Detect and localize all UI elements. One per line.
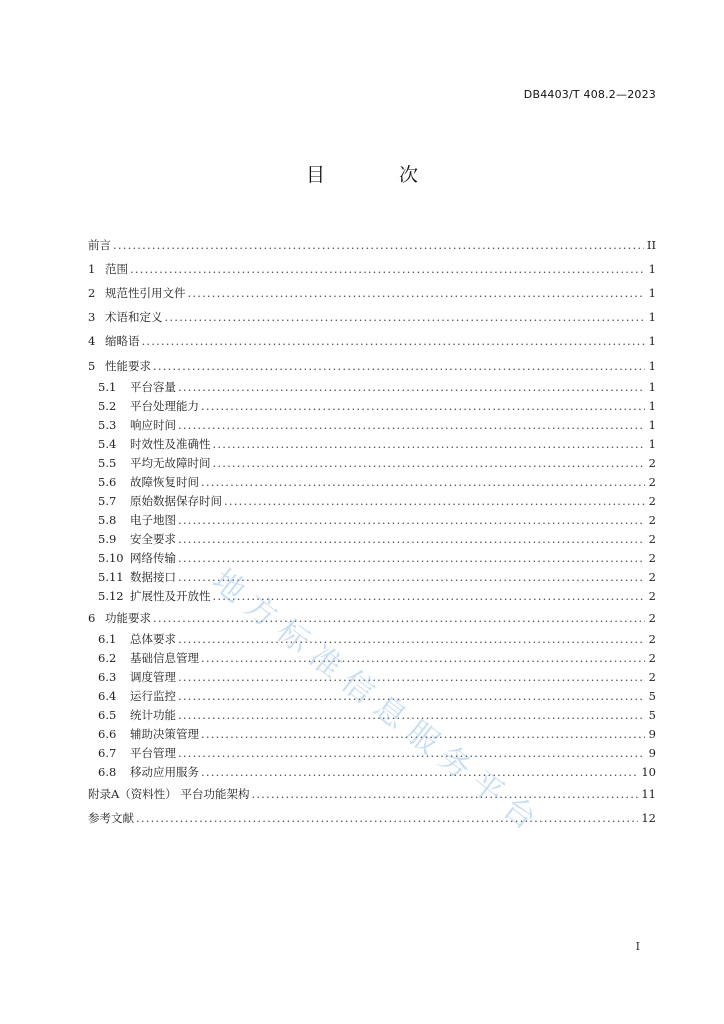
toc-entry[interactable] [88, 305, 656, 329]
toc-entry[interactable] [88, 511, 656, 530]
toc-entry-page: 11 [641, 786, 656, 801]
toc-leader-dots [165, 305, 646, 329]
toc-entry-page: 5 [648, 707, 656, 722]
toc-entry-label: 数据接口 [130, 569, 176, 584]
toc-entry-number: 5.7 [98, 493, 117, 508]
toc-entry[interactable] [88, 473, 656, 492]
toc-entry-page: 9 [648, 745, 656, 760]
toc-entry[interactable] [88, 454, 656, 473]
toc-entry-page: 2 [648, 550, 656, 565]
toc-entry-number: 5.5 [98, 455, 117, 470]
toc-entry-number: 5.10 [98, 550, 124, 565]
toc-entry-number: 5.6 [98, 474, 117, 489]
toc-entry-page: 2 [648, 512, 656, 527]
toc-entry-number: 5.11 [98, 569, 124, 584]
toc-entry-page: 2 [648, 569, 656, 584]
toc-leader-dots [201, 473, 645, 492]
toc-entry-number: 5.12 [98, 588, 124, 603]
toc-entry-number: 5.1 [98, 379, 117, 394]
toc-entry[interactable] [88, 668, 656, 687]
toc-entry-number: 6.3 [98, 669, 117, 684]
toc-entry-label: 基础信息管理 [130, 650, 199, 665]
toc-entry[interactable] [88, 782, 656, 806]
toc-entry-label: 参考文献 [88, 810, 134, 825]
toc-entry-label: 规范性引用文件 [105, 286, 186, 301]
toc-leader-dots [178, 630, 645, 649]
toc-entry-page: II [646, 238, 656, 253]
toc-entry-number: 1 [88, 262, 96, 277]
toc-leader-dots [178, 511, 645, 530]
toc-entry[interactable] [88, 806, 656, 830]
toc-leader-dots [178, 530, 645, 549]
toc-entry[interactable] [88, 281, 656, 305]
toc-entry-label: 功能要求 [105, 610, 151, 625]
toc-leader-dots [201, 763, 638, 782]
toc-entry[interactable] [88, 329, 656, 353]
toc-entry-number: 5 [88, 358, 96, 373]
toc-entry-label: 安全要求 [130, 531, 176, 546]
toc-entry[interactable] [88, 416, 656, 435]
toc-entry-page: 12 [641, 810, 656, 825]
toc-entry-page: 1 [648, 262, 656, 277]
toc-leader-dots [178, 416, 645, 435]
toc-entry-page: 1 [648, 398, 656, 413]
toc-entry[interactable] [88, 725, 656, 744]
toc-entry[interactable] [88, 587, 656, 606]
toc-entry-page: 1 [648, 286, 656, 301]
toc-entry[interactable] [88, 706, 656, 725]
toc-entry-page: 2 [648, 669, 656, 684]
toc-leader-dots [130, 257, 645, 281]
toc-entry-number: 2 [88, 286, 96, 301]
toc-leader-dots [201, 725, 645, 744]
toc-entry[interactable] [88, 353, 656, 377]
toc-entry-label: 统计功能 [130, 707, 176, 722]
toc-entry-number: 5.4 [98, 436, 117, 451]
toc-entry-number: 6.4 [98, 688, 117, 703]
document-code: DB4403/T 408.2—2023 [523, 88, 656, 101]
toc-entry[interactable] [88, 606, 656, 630]
toc-entry-page: 2 [648, 474, 656, 489]
toc-entry-page: 1 [648, 358, 656, 373]
toc-leader-dots [178, 549, 645, 568]
toc-entry-number: 6.1 [98, 631, 117, 646]
toc-entry-number: 6 [88, 610, 96, 625]
toc-entry-page: 10 [641, 764, 656, 779]
toc-leader-dots [153, 354, 645, 378]
toc-leader-dots [201, 649, 645, 668]
toc-entry-label: 平均无故障时间 [130, 455, 211, 470]
watermark: 地方标准信息服务平台 [205, 562, 551, 844]
toc-leader-dots [178, 687, 645, 706]
toc-entry-page: 2 [648, 610, 656, 625]
toc-leader-dots [224, 492, 645, 511]
toc-entry-label: 时效性及准确性 [130, 436, 211, 451]
toc-entry-page: 2 [648, 650, 656, 665]
toc-leader-dots [178, 706, 645, 725]
toc-entry-label: 电子地图 [130, 512, 176, 527]
toc-entry-page: 1 [648, 334, 656, 349]
toc-entry-label: 术语和定义 [105, 310, 163, 325]
toc-entry[interactable] [88, 435, 656, 454]
toc-entry-page: 2 [648, 588, 656, 603]
toc-entry-page: 2 [648, 455, 656, 470]
toc-entry-page: 5 [648, 688, 656, 703]
toc-entry-number: 6.2 [98, 650, 117, 665]
toc-leader-dots [178, 568, 645, 587]
toc-entry[interactable] [88, 549, 656, 568]
toc-leader-dots [113, 233, 644, 257]
toc-entry-label: 移动应用服务 [130, 764, 199, 779]
toc-leader-dots [142, 329, 646, 353]
toc-entry[interactable] [88, 744, 656, 763]
toc-entry-label: 缩略语 [105, 334, 140, 349]
toc-entry-label: 故障恢复时间 [130, 474, 199, 489]
toc-entry-number: 3 [88, 310, 96, 325]
toc-entry-page: 1 [648, 436, 656, 451]
toc-entry-number: 6.5 [98, 707, 117, 722]
toc-entry-label: 网络传输 [130, 550, 176, 565]
page-title: 目 次 [305, 164, 453, 186]
toc-entry-number: 6.6 [98, 726, 117, 741]
toc-entry[interactable] [88, 397, 656, 416]
toc-leader-dots [213, 454, 646, 473]
toc-entry-number: 6.7 [98, 745, 117, 760]
toc-entry-label: 性能要求 [105, 358, 151, 373]
toc-entry-number: 6.8 [98, 764, 117, 779]
toc-entry-page: 1 [648, 417, 656, 432]
toc-entry[interactable] [88, 492, 656, 511]
toc-entry-label: 响应时间 [130, 417, 176, 432]
toc-entry-label: 扩展性及开放性 [130, 588, 211, 603]
toc-entry[interactable] [88, 530, 656, 549]
toc-entry-label: 附录A（资料性） 平台功能架构 [88, 786, 250, 801]
toc-leader-dots [251, 782, 638, 806]
toc-entry[interactable] [88, 687, 656, 706]
toc-entry-label: 辅助决策管理 [130, 726, 199, 741]
toc-entry-page: 1 [648, 379, 656, 394]
toc-entry-label: 平台处理能力 [130, 398, 199, 413]
toc-leader-dots [201, 397, 645, 416]
toc-entry-label: 范围 [105, 262, 128, 277]
toc-entry-page: 1 [648, 310, 656, 325]
toc-entry-number: 5.9 [98, 531, 117, 546]
toc-entry-label: 原始数据保存时间 [130, 493, 222, 508]
toc-entry-label: 运行监控 [130, 688, 176, 703]
toc-entry-number: 5.3 [98, 417, 117, 432]
toc-entry-label: 平台管理 [130, 745, 176, 760]
toc-leader-dots [178, 744, 645, 763]
toc-entry[interactable] [88, 763, 656, 782]
toc-leader-dots [213, 435, 646, 454]
toc-entry[interactable] [88, 257, 656, 281]
toc-leader-dots [178, 668, 645, 687]
toc-entry-number: 5.2 [98, 398, 117, 413]
toc-leader-dots [153, 606, 645, 630]
toc-leader-dots [178, 378, 645, 397]
toc-entry-label: 总体要求 [130, 631, 176, 646]
toc-leader-dots [188, 281, 646, 305]
toc-entry-number: 4 [88, 334, 96, 349]
toc-leader-dots [213, 587, 646, 606]
toc-entry-page: 2 [648, 531, 656, 546]
toc-entry-label: 平台容量 [130, 379, 176, 394]
toc-entry[interactable] [88, 568, 656, 587]
toc-entry-number: 5.8 [98, 512, 117, 527]
toc-entry[interactable] [88, 649, 656, 668]
page-number: I [635, 940, 640, 953]
toc-entry[interactable] [88, 630, 656, 649]
toc-entry-label: 调度管理 [130, 669, 176, 684]
toc-entry-page: 9 [648, 726, 656, 741]
toc-entry-page: 2 [648, 631, 656, 646]
toc-leader-dots [136, 806, 638, 830]
toc-entry[interactable] [88, 233, 656, 257]
toc-entry[interactable] [88, 378, 656, 397]
toc-entry-label: 前言 [88, 238, 111, 253]
toc-entry-page: 2 [648, 493, 656, 508]
table-of-contents [88, 233, 656, 830]
